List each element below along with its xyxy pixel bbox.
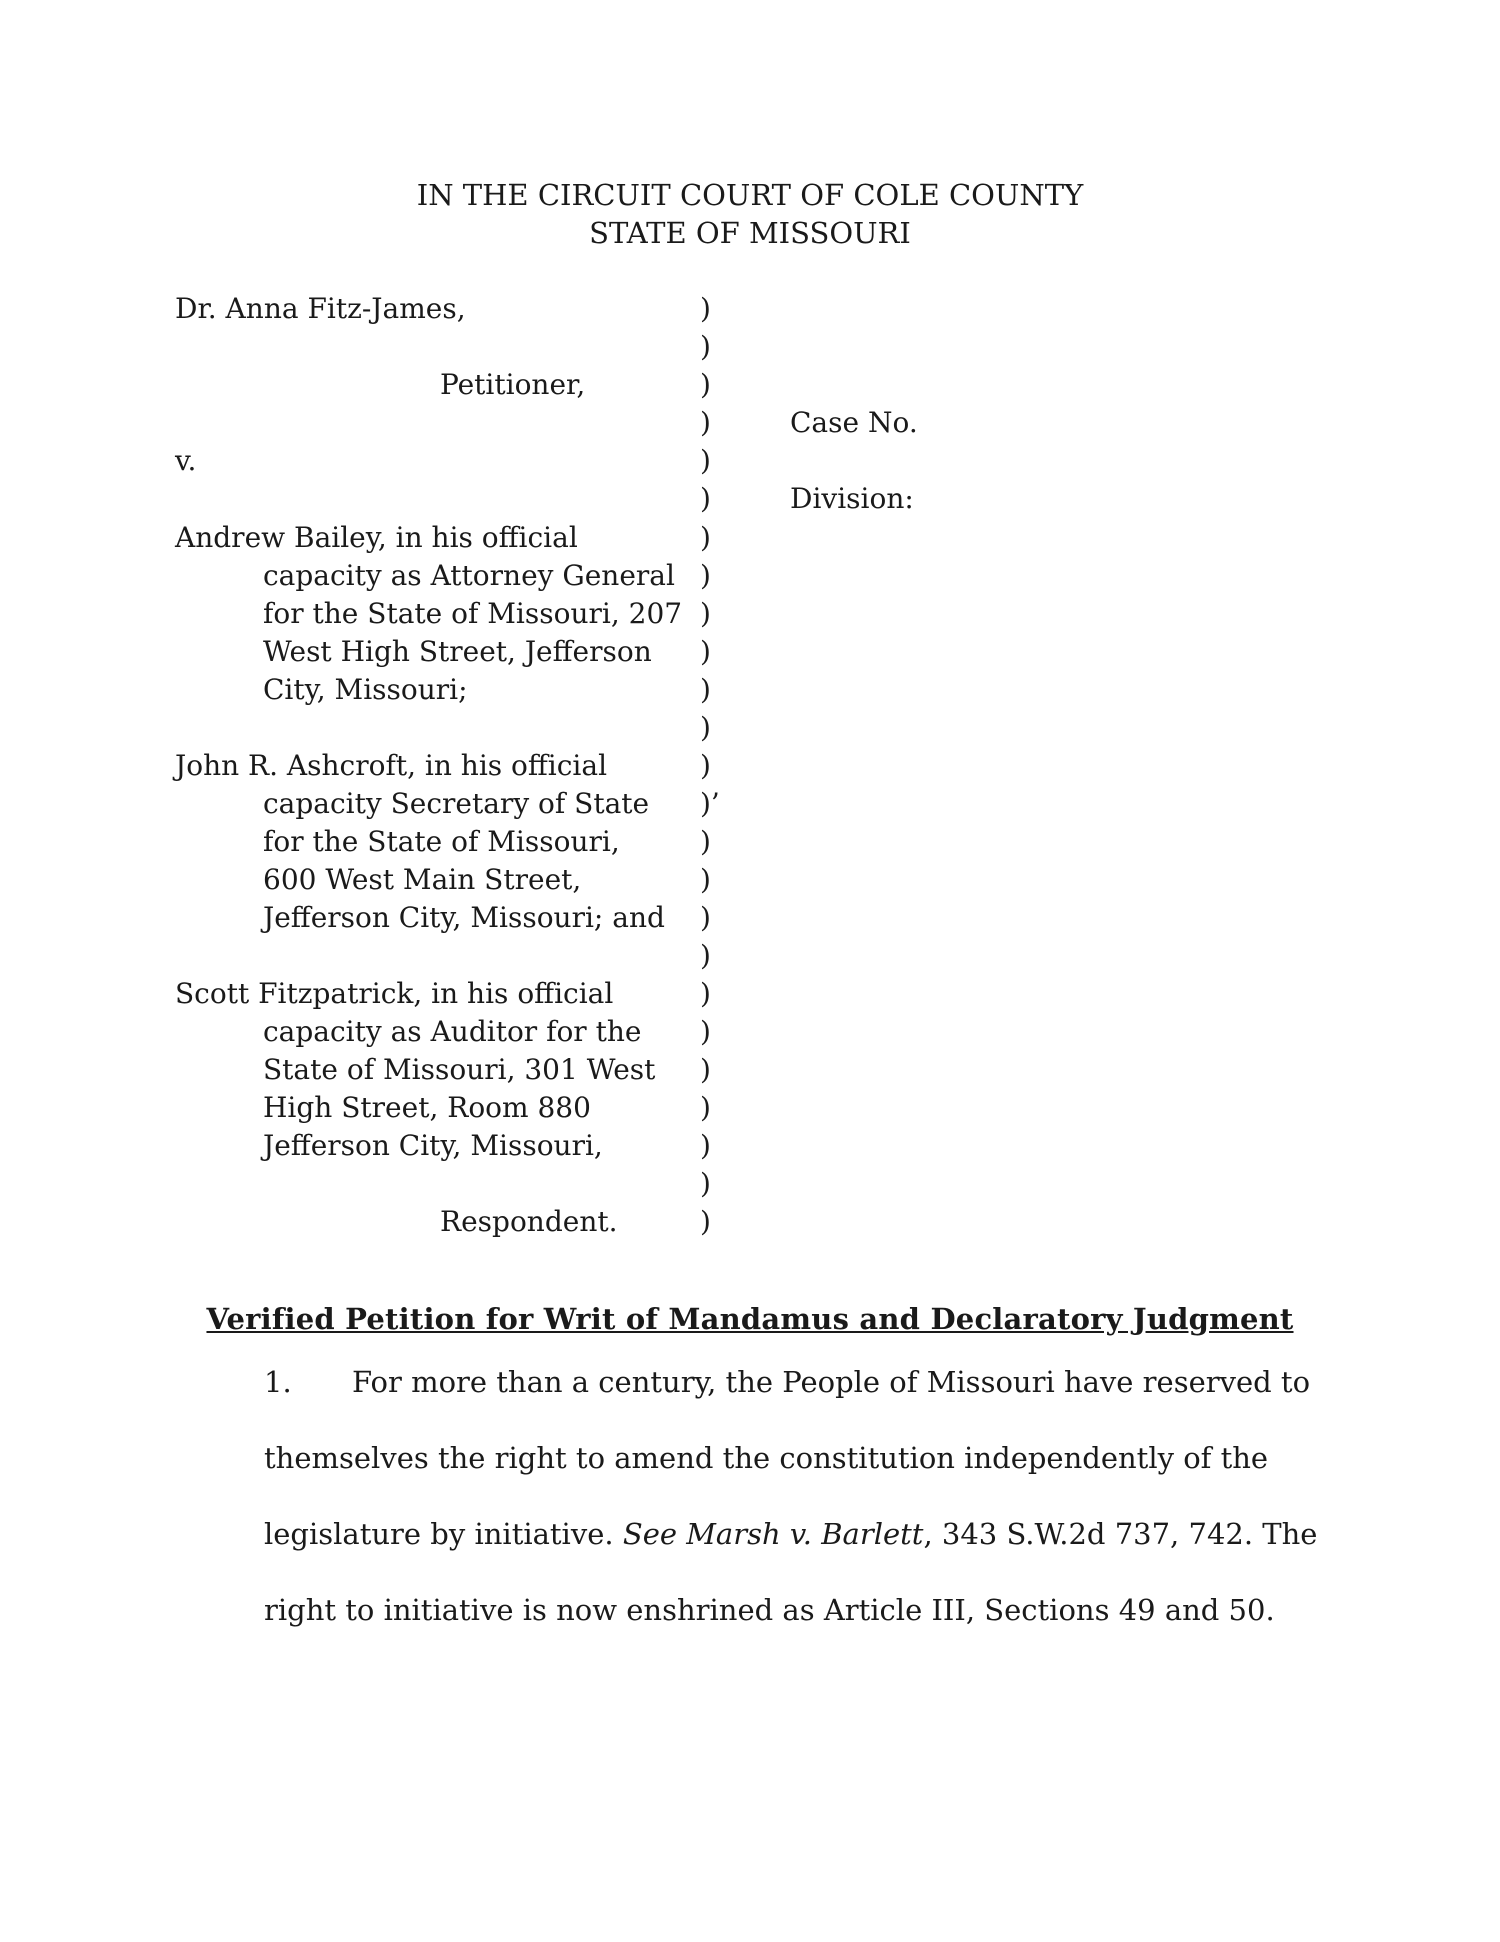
caption-paren: ) bbox=[700, 1015, 711, 1048]
caption-paren: ) bbox=[700, 368, 711, 401]
respondent1-line: Andrew Bailey, in his official bbox=[175, 521, 578, 554]
respondent3-line: Scott Fitzpatrick, in his official bbox=[175, 977, 614, 1010]
respondent1-line: for the State of Missouri, 207 bbox=[263, 597, 683, 630]
caption-paren: ) bbox=[700, 749, 711, 782]
caption-paren: ) bbox=[700, 444, 711, 477]
court-heading bbox=[0, 176, 1500, 252]
caption-paren: ) bbox=[700, 521, 711, 554]
respondent3-line: Jefferson City, Missouri, bbox=[263, 1129, 603, 1162]
petitioner-name: Dr. Anna Fitz-James, bbox=[175, 292, 466, 325]
caption-paren: ) bbox=[700, 711, 711, 744]
respondent3-line: High Street, Room 880 bbox=[263, 1091, 591, 1124]
petitioner-role: Petitioner, bbox=[440, 368, 586, 401]
court-state: STATE OF MISSOURI bbox=[589, 216, 911, 250]
caption-paren: ) bbox=[700, 330, 711, 363]
caption-paren: ) bbox=[700, 977, 711, 1010]
caption-paren: ) bbox=[700, 482, 711, 515]
caption-paren: ) bbox=[700, 825, 711, 858]
caption-paren: ) bbox=[700, 1129, 711, 1162]
respondent2-line: John R. Ashcroft, in his official bbox=[175, 749, 608, 782]
paragraph-line: For more than a century, the People of Missouri have reserved to bbox=[352, 1365, 1311, 1399]
caption-paren: ) bbox=[700, 635, 711, 668]
court-name: IN THE CIRCUIT COURT OF COLE COUNTY bbox=[416, 178, 1084, 212]
caption-paren: ) bbox=[700, 901, 711, 934]
versus: v. bbox=[175, 444, 197, 477]
paragraph-line: right to initiative is now enshrined as Article III, Sections 49 and 50. bbox=[264, 1593, 1275, 1627]
case-no-label: Case No. bbox=[790, 406, 918, 439]
paragraph-line bbox=[264, 1514, 1317, 1554]
respondent2-line: capacity Secretary of State bbox=[263, 787, 650, 820]
document-title: Verified Petition for Writ of Mandamus and Declaratory Judgment bbox=[206, 1302, 1294, 1336]
respondent2-line: for the State of Missouri, bbox=[263, 825, 620, 858]
caption-paren: ) bbox=[700, 1205, 711, 1238]
respondent1-line: capacity as Attorney General bbox=[263, 559, 675, 592]
caption-paren: ) bbox=[700, 673, 711, 706]
respondent2-line: 600 West Main Street, bbox=[263, 863, 582, 896]
caption-paren: ) bbox=[700, 406, 711, 439]
caption-paren: ) bbox=[700, 1053, 711, 1086]
paragraph-text: , 343 S.W.2d 737, 742. The bbox=[923, 1517, 1318, 1551]
paragraph-line: themselves the right to amend the constitution independently of the bbox=[264, 1441, 1269, 1475]
caption-paren: ) bbox=[700, 292, 711, 325]
caption-paren: )’ bbox=[700, 787, 720, 820]
division-label: Division: bbox=[790, 482, 914, 515]
respondent3-line: State of Missouri, 301 West bbox=[263, 1053, 656, 1086]
caption-paren: ) bbox=[700, 1091, 711, 1124]
case-citation: See Marsh v. Barlett bbox=[622, 1517, 924, 1551]
paragraph-number: 1. bbox=[264, 1365, 292, 1399]
respondent1-line: West High Street, Jefferson bbox=[263, 635, 652, 668]
respondent1-line: City, Missouri; bbox=[263, 673, 468, 706]
caption-paren: ) bbox=[700, 559, 711, 592]
caption-paren: ) bbox=[700, 597, 711, 630]
respondent2-line: Jefferson City, Missouri; and bbox=[263, 901, 665, 934]
caption-paren: ) bbox=[700, 863, 711, 896]
caption-paren: ) bbox=[700, 939, 711, 972]
respondent3-line: capacity as Auditor for the bbox=[263, 1015, 642, 1048]
paragraph-text: legislature by initiative. bbox=[264, 1517, 623, 1551]
respondent-role: Respondent. bbox=[440, 1205, 618, 1238]
caption-paren: ) bbox=[700, 1167, 711, 1200]
